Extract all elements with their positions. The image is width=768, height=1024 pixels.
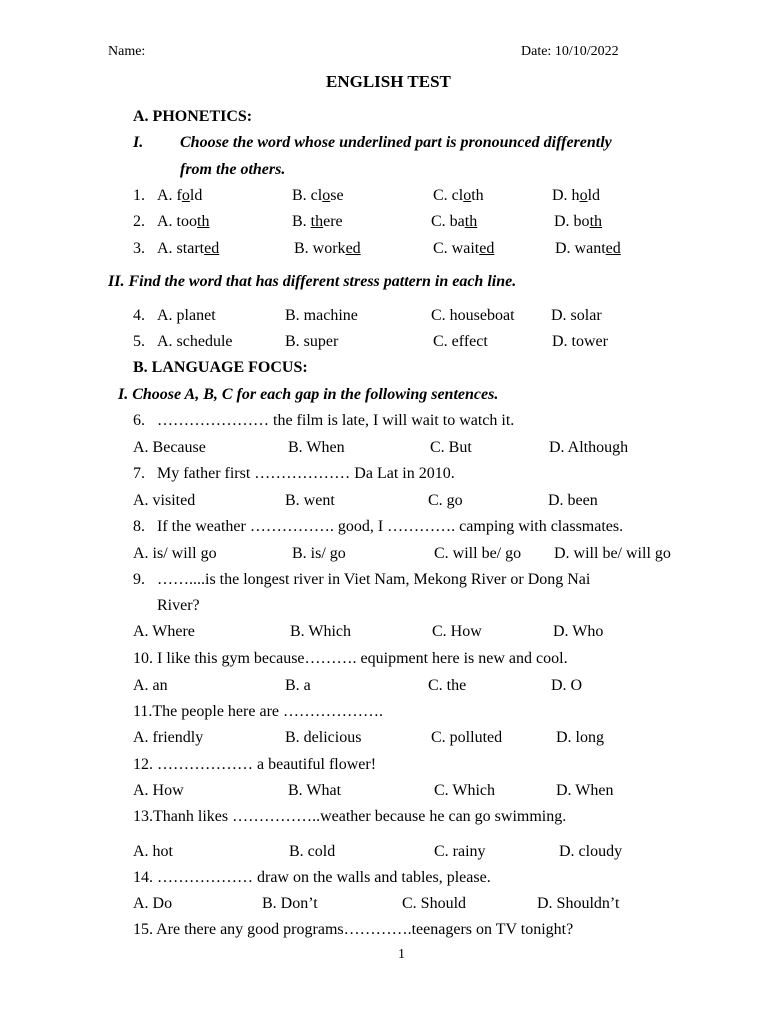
option-a: A. How xyxy=(133,782,184,799)
option-d: D. Who xyxy=(553,623,604,640)
option-a: A. started xyxy=(157,240,220,257)
question-text: 13.Thanh likes ……………..weather because he can go swimming. xyxy=(133,808,567,825)
option-a: A. hot xyxy=(133,843,173,860)
option-b: B. Which xyxy=(290,623,352,640)
option-a: A. planet xyxy=(157,307,216,324)
option-c: C. bath xyxy=(431,213,478,230)
option-a: A. fold xyxy=(157,187,203,204)
section-a-heading: A. PHONETICS: xyxy=(133,108,253,125)
part-ii-instruction: II. Find the word that has different stress pattern in each line. xyxy=(108,273,517,290)
option-d: D. solar xyxy=(551,307,602,324)
option-b: B. When xyxy=(288,439,345,456)
option-a: A. an xyxy=(133,677,168,694)
option-a: A. tooth xyxy=(157,213,210,230)
option-b: B. there xyxy=(292,213,343,230)
option-d: D. wanted xyxy=(555,240,621,257)
option-b: B. went xyxy=(285,492,335,509)
name-label: Name: xyxy=(108,44,146,59)
option-a: A. Because xyxy=(133,439,206,456)
question-text: 10. I like this gym because………. equipment here is new and cool. xyxy=(133,650,568,667)
option-a: A. friendly xyxy=(133,729,204,746)
option-c: C. the xyxy=(428,677,467,694)
option-d: D. O xyxy=(551,677,583,694)
option-d: D. Shouldn’t xyxy=(537,895,620,912)
question-number: 8. xyxy=(133,518,145,535)
option-c: C. polluted xyxy=(431,729,503,746)
option-b: B. delicious xyxy=(285,729,362,746)
section-b-heading: B. LANGUAGE FOCUS: xyxy=(133,359,308,376)
date-label: Date: 10/10/2022 xyxy=(521,44,619,59)
question-number: 4. xyxy=(133,307,145,324)
option-b: B. machine xyxy=(285,307,358,324)
option-c: C. go xyxy=(428,492,463,509)
part-b-i-instruction: I. Choose A, B, C for each gap in the following sentences. xyxy=(118,386,499,403)
option-b: B. Don’t xyxy=(262,895,318,912)
question-number: 5. xyxy=(133,333,145,350)
question-number: 2. xyxy=(133,213,145,230)
question-text: My father first ……………… Da Lat in 2010. xyxy=(157,465,455,482)
option-c: C. effect xyxy=(433,333,488,350)
option-c: C. rainy xyxy=(434,843,486,860)
question-text: 12. ……………… a beautiful flower! xyxy=(133,756,377,773)
page-number: 1 xyxy=(398,947,405,962)
question-number: 7. xyxy=(133,465,145,482)
option-d: D. long xyxy=(556,729,604,746)
option-b: B. close xyxy=(292,187,344,204)
option-d: D. When xyxy=(556,782,614,799)
option-c: C. will be/ go xyxy=(434,545,522,562)
option-d: D. cloudy xyxy=(559,843,623,860)
question-text: 14. ……………… draw on the walls and tables, please. xyxy=(133,869,491,886)
question-text: If the weather ……………. good, I …………. camping with classmates. xyxy=(157,518,624,535)
option-a: A. schedule xyxy=(157,333,233,350)
question-number: 1. xyxy=(133,187,145,204)
option-c: C. houseboat xyxy=(431,307,515,324)
question-number: 3. xyxy=(133,240,145,257)
page-title: ENGLISH TEST xyxy=(326,72,451,91)
option-b: B. super xyxy=(285,333,339,350)
option-b: B. cold xyxy=(289,843,336,860)
part-i-number: I. xyxy=(133,134,144,151)
option-d: D. Although xyxy=(549,439,629,456)
question-text: ……....is the longest river in Viet Nam, Mekong River or Dong Nai xyxy=(157,571,591,588)
option-b: B. is/ go xyxy=(292,545,346,562)
option-a: A. Do xyxy=(133,895,173,912)
option-d: D. will be/ will go xyxy=(554,545,671,562)
question-text-continued: River? xyxy=(157,597,200,614)
question-text: 15. Are there any good programs………….teenagers on TV tonight? xyxy=(133,921,574,938)
option-c: C. Which xyxy=(434,782,496,799)
option-a: A. Where xyxy=(133,623,195,640)
option-c: C. cloth xyxy=(433,187,484,204)
option-d: D. both xyxy=(554,213,603,230)
option-a: A. is/ will go xyxy=(133,545,217,562)
option-a: A. visited xyxy=(133,492,196,509)
part-i-instruction-line1: Choose the word whose underlined part is pronounced differently xyxy=(180,134,612,151)
option-d: D. tower xyxy=(552,333,608,350)
option-b: B. What xyxy=(288,782,342,799)
option-d: D. been xyxy=(548,492,598,509)
option-c: C. Should xyxy=(402,895,467,912)
question-text: ………………… the film is late, I will wait to watch it. xyxy=(157,412,515,429)
question-text: 11.The people here are ………………. xyxy=(133,703,383,720)
option-d: D. hold xyxy=(552,187,601,204)
question-number: 6. xyxy=(133,412,145,429)
option-c: C. waited xyxy=(433,240,495,257)
part-i-instruction-line2: from the others. xyxy=(180,161,286,178)
question-number: 9. xyxy=(133,571,145,588)
option-c: C. But xyxy=(430,439,472,456)
option-b: B. a xyxy=(285,677,311,694)
option-b: B. worked xyxy=(294,240,361,257)
option-c: C. How xyxy=(432,623,482,640)
